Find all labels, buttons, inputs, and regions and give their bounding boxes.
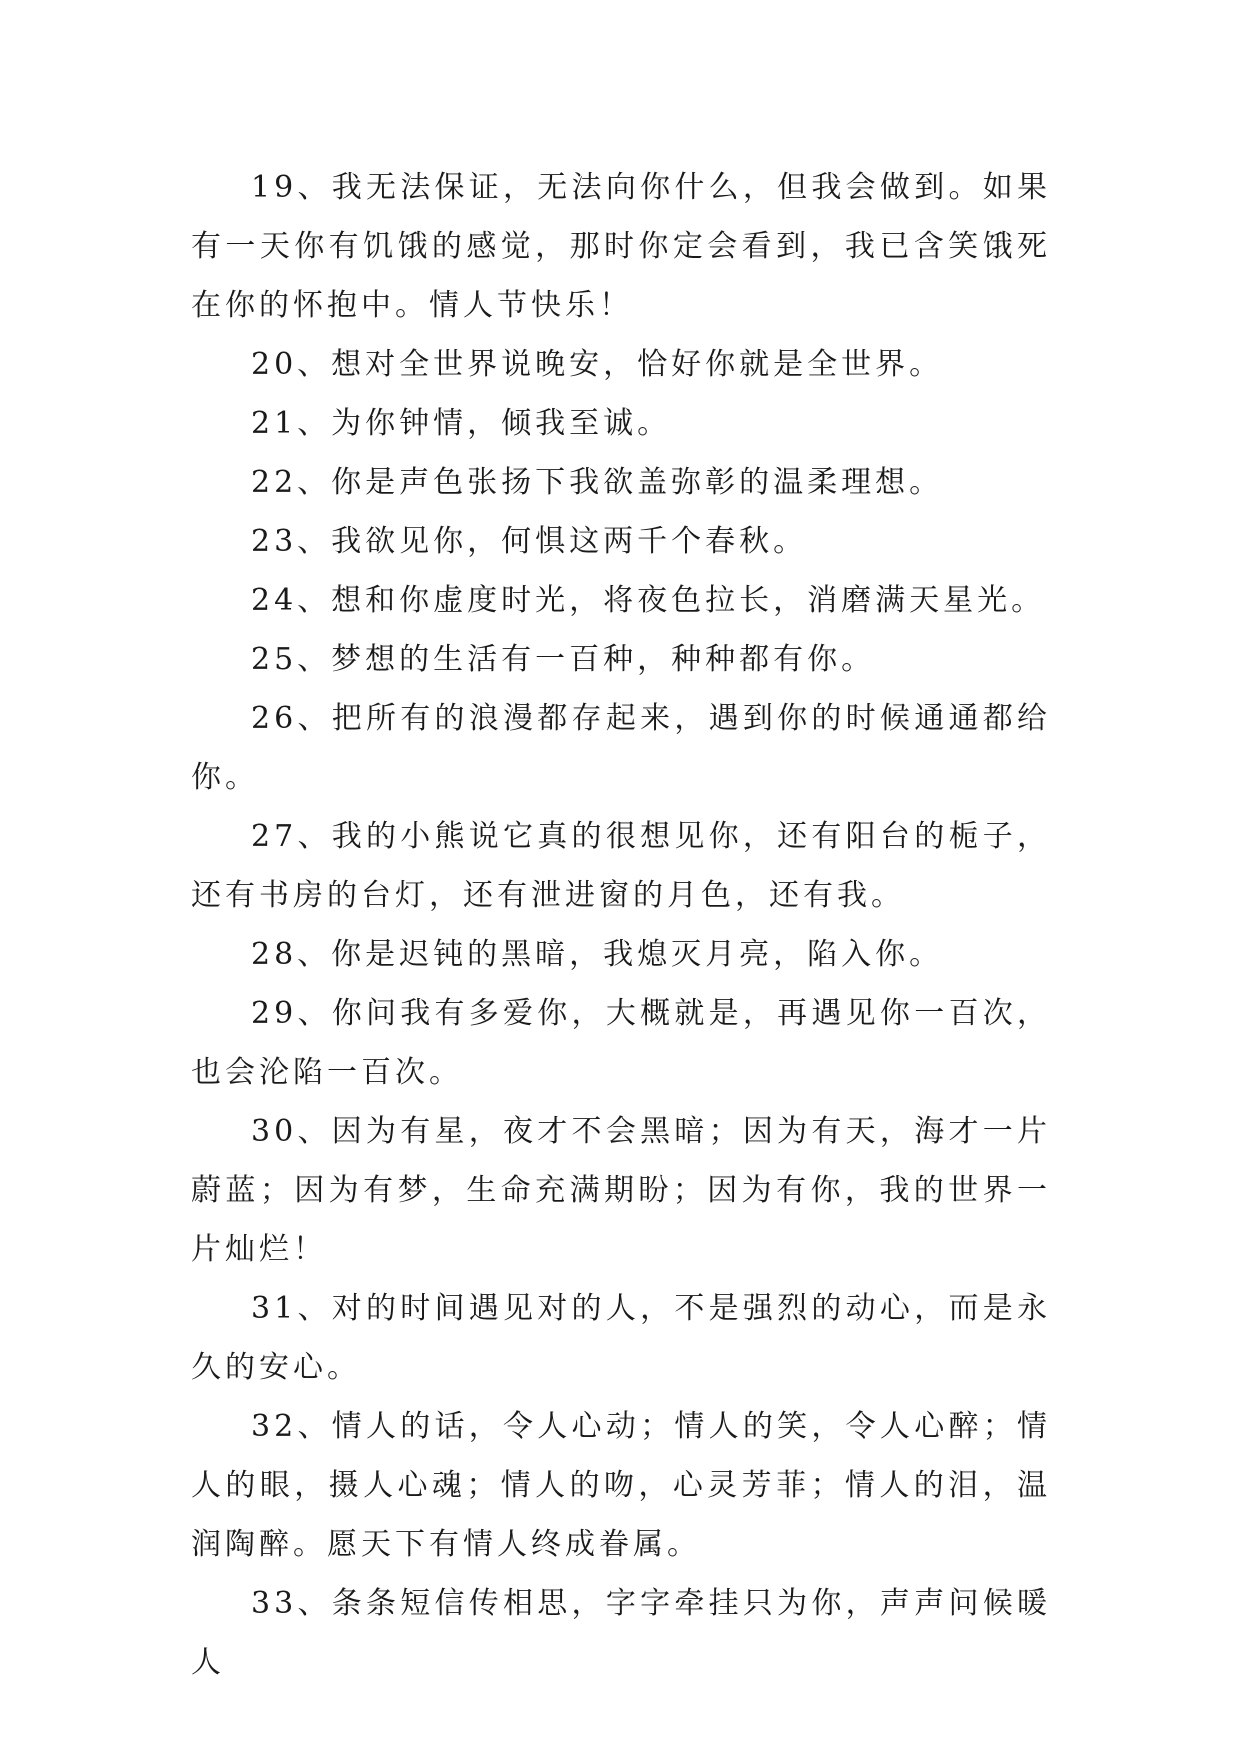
paragraph-25: 25、梦想的生活有一百种，种种都有你。: [251, 642, 876, 677]
paragraph-26: 26、把所有的浪漫都存起来，遇到你的时候通通都给你。: [191, 701, 1051, 795]
paragraph-20: 20、想对全世界说晚安，恰好你就是全世界。: [251, 347, 944, 382]
paragraph-31: 31、对的时间遇见对的人，不是强烈的动心，而是永久的安心。: [191, 1291, 1051, 1385]
paragraph-19: 19、我无法保证，无法向你什么，但我会做到。如果有一天你有饥饿的感觉，那时你定会看到，我已含笑饿死在你的怀抱中。情人节快乐！: [191, 170, 1051, 323]
paragraph-23: 23、我欲见你，何惧这两千个春秋。: [251, 524, 808, 559]
paragraph-28: 28、你是迟钝的黑暗，我熄灭月亮，陷入你。: [251, 937, 944, 972]
paragraph-33: 33、条条短信传相思，字字牵挂只为你，声声问候暖人: [191, 1586, 1051, 1680]
paragraph-29: 29、你问我有多爱你，大概就是，再遇见你一百次，也会沦陷一百次。: [191, 996, 1051, 1090]
paragraph-22: 22、你是声色张扬下我欲盖弥彰的温柔理想。: [251, 465, 944, 500]
paragraph-21: 21、为你钟情，倾我至诚。: [251, 406, 672, 441]
document-body: [191, 158, 1051, 1692]
paragraph-24: 24、想和你虚度时光，将夜色拉长，消磨满天星光。: [251, 583, 1046, 618]
paragraph-32: 32、情人的话，令人心动；情人的笑，令人心醉；情人的眼，摄人心魂；情人的吻，心灵芳菲；情人的泪，温润陶醉。愿天下有情人终成眷属。: [191, 1409, 1051, 1562]
paragraph-27: 27、我的小熊说它真的很想见你，还有阳台的栀子，还有书房的台灯，还有泄进窗的月色，还有我。: [191, 819, 1051, 913]
paragraph-30: 30、因为有星，夜才不会黑暗；因为有天，海才一片蔚蓝；因为有梦，生命充满期盼；因为有你，我的世界一片灿烂！: [191, 1114, 1051, 1267]
